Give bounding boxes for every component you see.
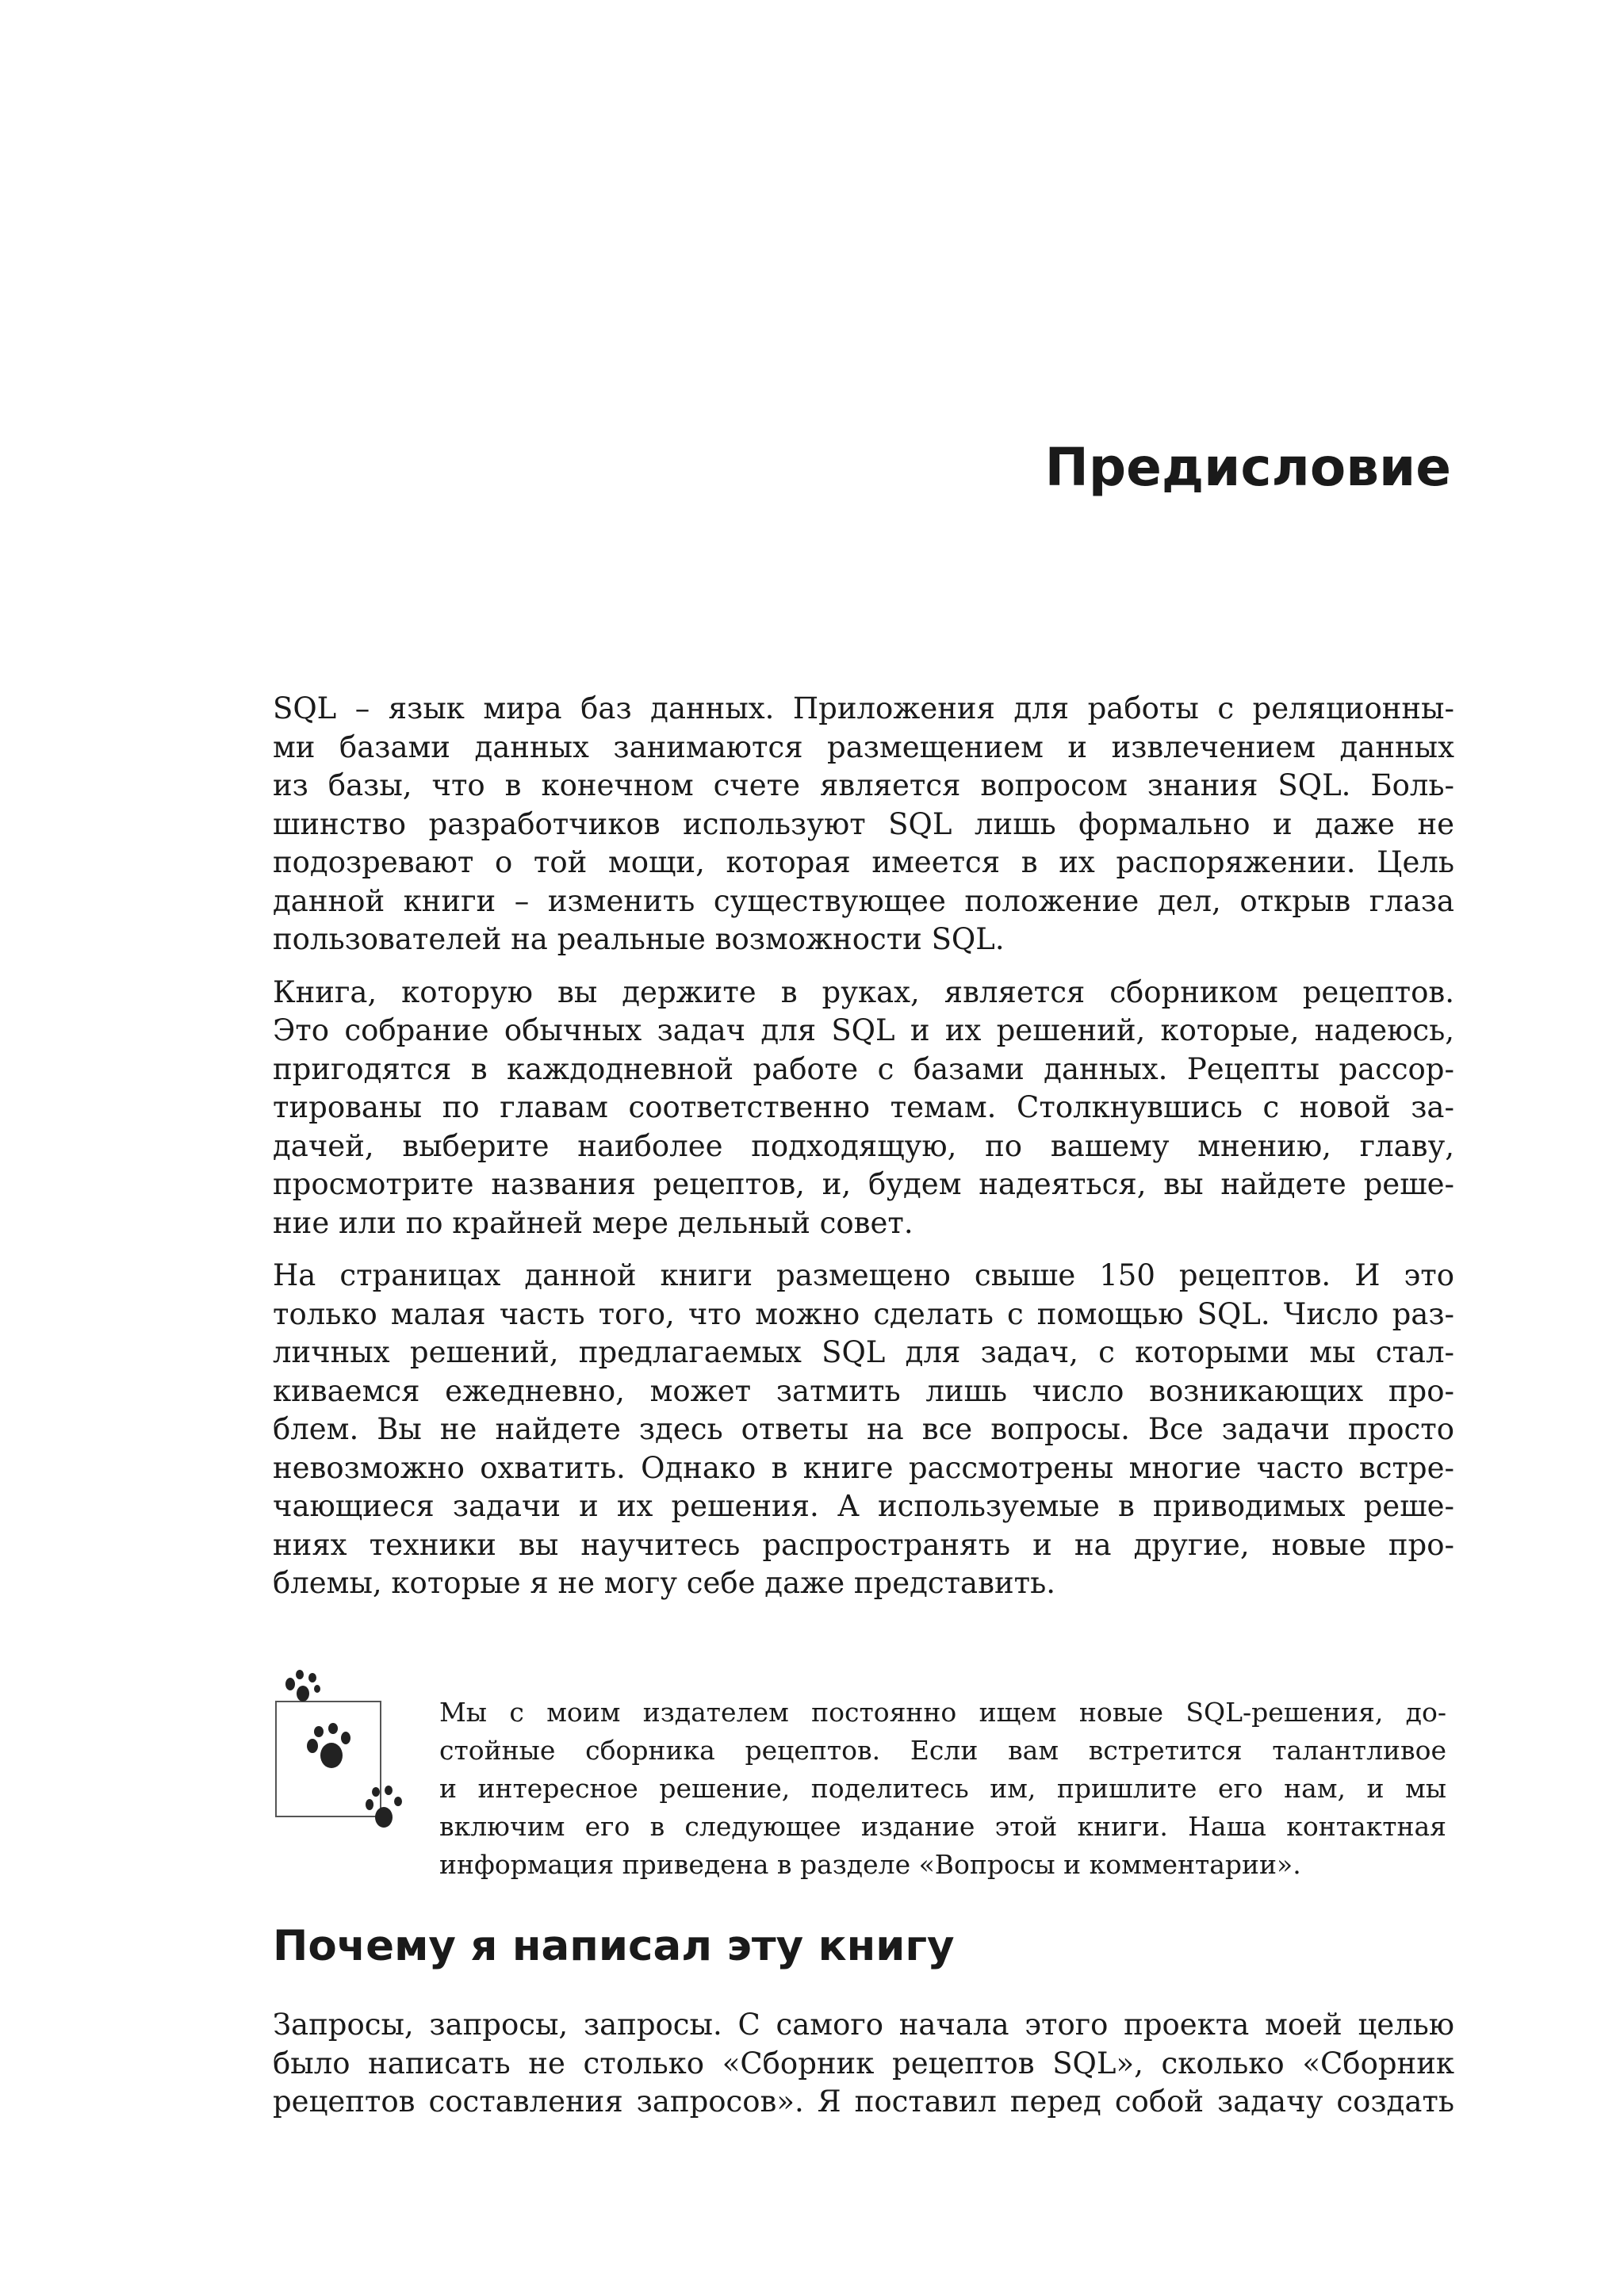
text-line: рецептов составления запросов». Я поставил перед собой задачу создать [273,2084,1454,2119]
paragraph [273,1257,1454,1603]
paragraph [273,974,1454,1243]
text-line: подозревают о той мощи, которая имеется в их распоряжении. Цель [273,845,1454,879]
text-line: невозможно охватить. Однако в книге рассмотрены многие часто встре- [273,1450,1454,1485]
text-line: пользователей на реальные возможности SQL. [273,922,1005,956]
text-line: блем. Вы не найдете здесь ответы на все вопросы. Все задачи просто [273,1412,1454,1446]
intro-text [273,690,1454,1617]
text-line: ние или по крайней мере дельный совет. [273,1205,914,1240]
text-line: тированы по главам соответственно темам. Столкнувшись с новой за- [273,1090,1454,1124]
page-title: Предисловие [1044,437,1451,498]
text-line: только малая часть того, что можно сделать с помощью SQL. Число раз- [273,1296,1454,1331]
paw-prints-icon [273,1670,408,1852]
text-line: было написать не столько «Сборник рецептов SQL», сколько «Сборник [273,2046,1454,2081]
tip-box [273,1670,1454,1884]
tip-text [439,1694,1446,1884]
text-line: Мы с моим издателем постоянно ищем новые SQL-решения, до- [439,1697,1446,1728]
text-line: стойные сборника рецептов. Если вам встретится талантливое [439,1735,1446,1766]
text-line: SQL – язык мира баз данных. Приложения для работы с реляционны- [273,691,1454,725]
text-line: включим его в следующее издание этой книги. Наша контактная [439,1811,1446,1842]
section-text [273,2006,1454,2122]
text-line: шинство разработчиков используют SQL лишь формально и даже не [273,806,1454,841]
text-line: личных решений, предлагаемых SQL для задач, с которыми мы стал- [273,1335,1454,1369]
section-heading: Почему я написал эту книгу [273,1922,955,1970]
text-line: Книга, которую вы держите в руках, является сборником рецептов. [273,974,1454,1009]
text-line: ниях техники вы научитесь распространять и на другие, новые про- [273,1527,1454,1562]
paragraph [273,690,1454,959]
text-line: Это собрание обычных задач для SQL и их решений, которые, надеюсь, [273,1013,1454,1047]
text-line: Запросы, запросы, запросы. С самого начала этого проекта моей целью [273,2008,1454,2042]
text-line: чающиеся задачи и их решения. А используемые в приводимых реше- [273,1489,1454,1523]
text-line: киваемся ежедневно, может затмить лишь число возникающих про- [273,1373,1454,1408]
text-line: информация приведена в разделе «Вопросы и комментарии». [439,1849,1301,1880]
text-line: На страницах данной книги размещено свыше 150 рецептов. И это [273,1258,1454,1292]
text-line: из базы, что в конечном счете является вопросом знания SQL. Боль- [273,768,1454,802]
text-line: данной книги – изменить существующее положение дел, открыв глаза [273,883,1454,918]
text-line: дачей, выберите наиболее подходящую, по вашему мнению, главу, [273,1128,1454,1163]
text-line: ми базами данных занимаются размещением и извлечением данных [273,729,1454,764]
text-line: блемы, которые я не могу себе даже представить. [273,1566,1055,1600]
text-line: просмотрите названия рецептов, и, будем надеяться, вы найдете реше- [273,1167,1454,1201]
text-line: и интересное решение, поделитесь им, пришлите его нам, и мы [439,1773,1446,1804]
text-line: пригодятся в каждодневной работе с базами данных. Рецепты рассор- [273,1051,1454,1086]
